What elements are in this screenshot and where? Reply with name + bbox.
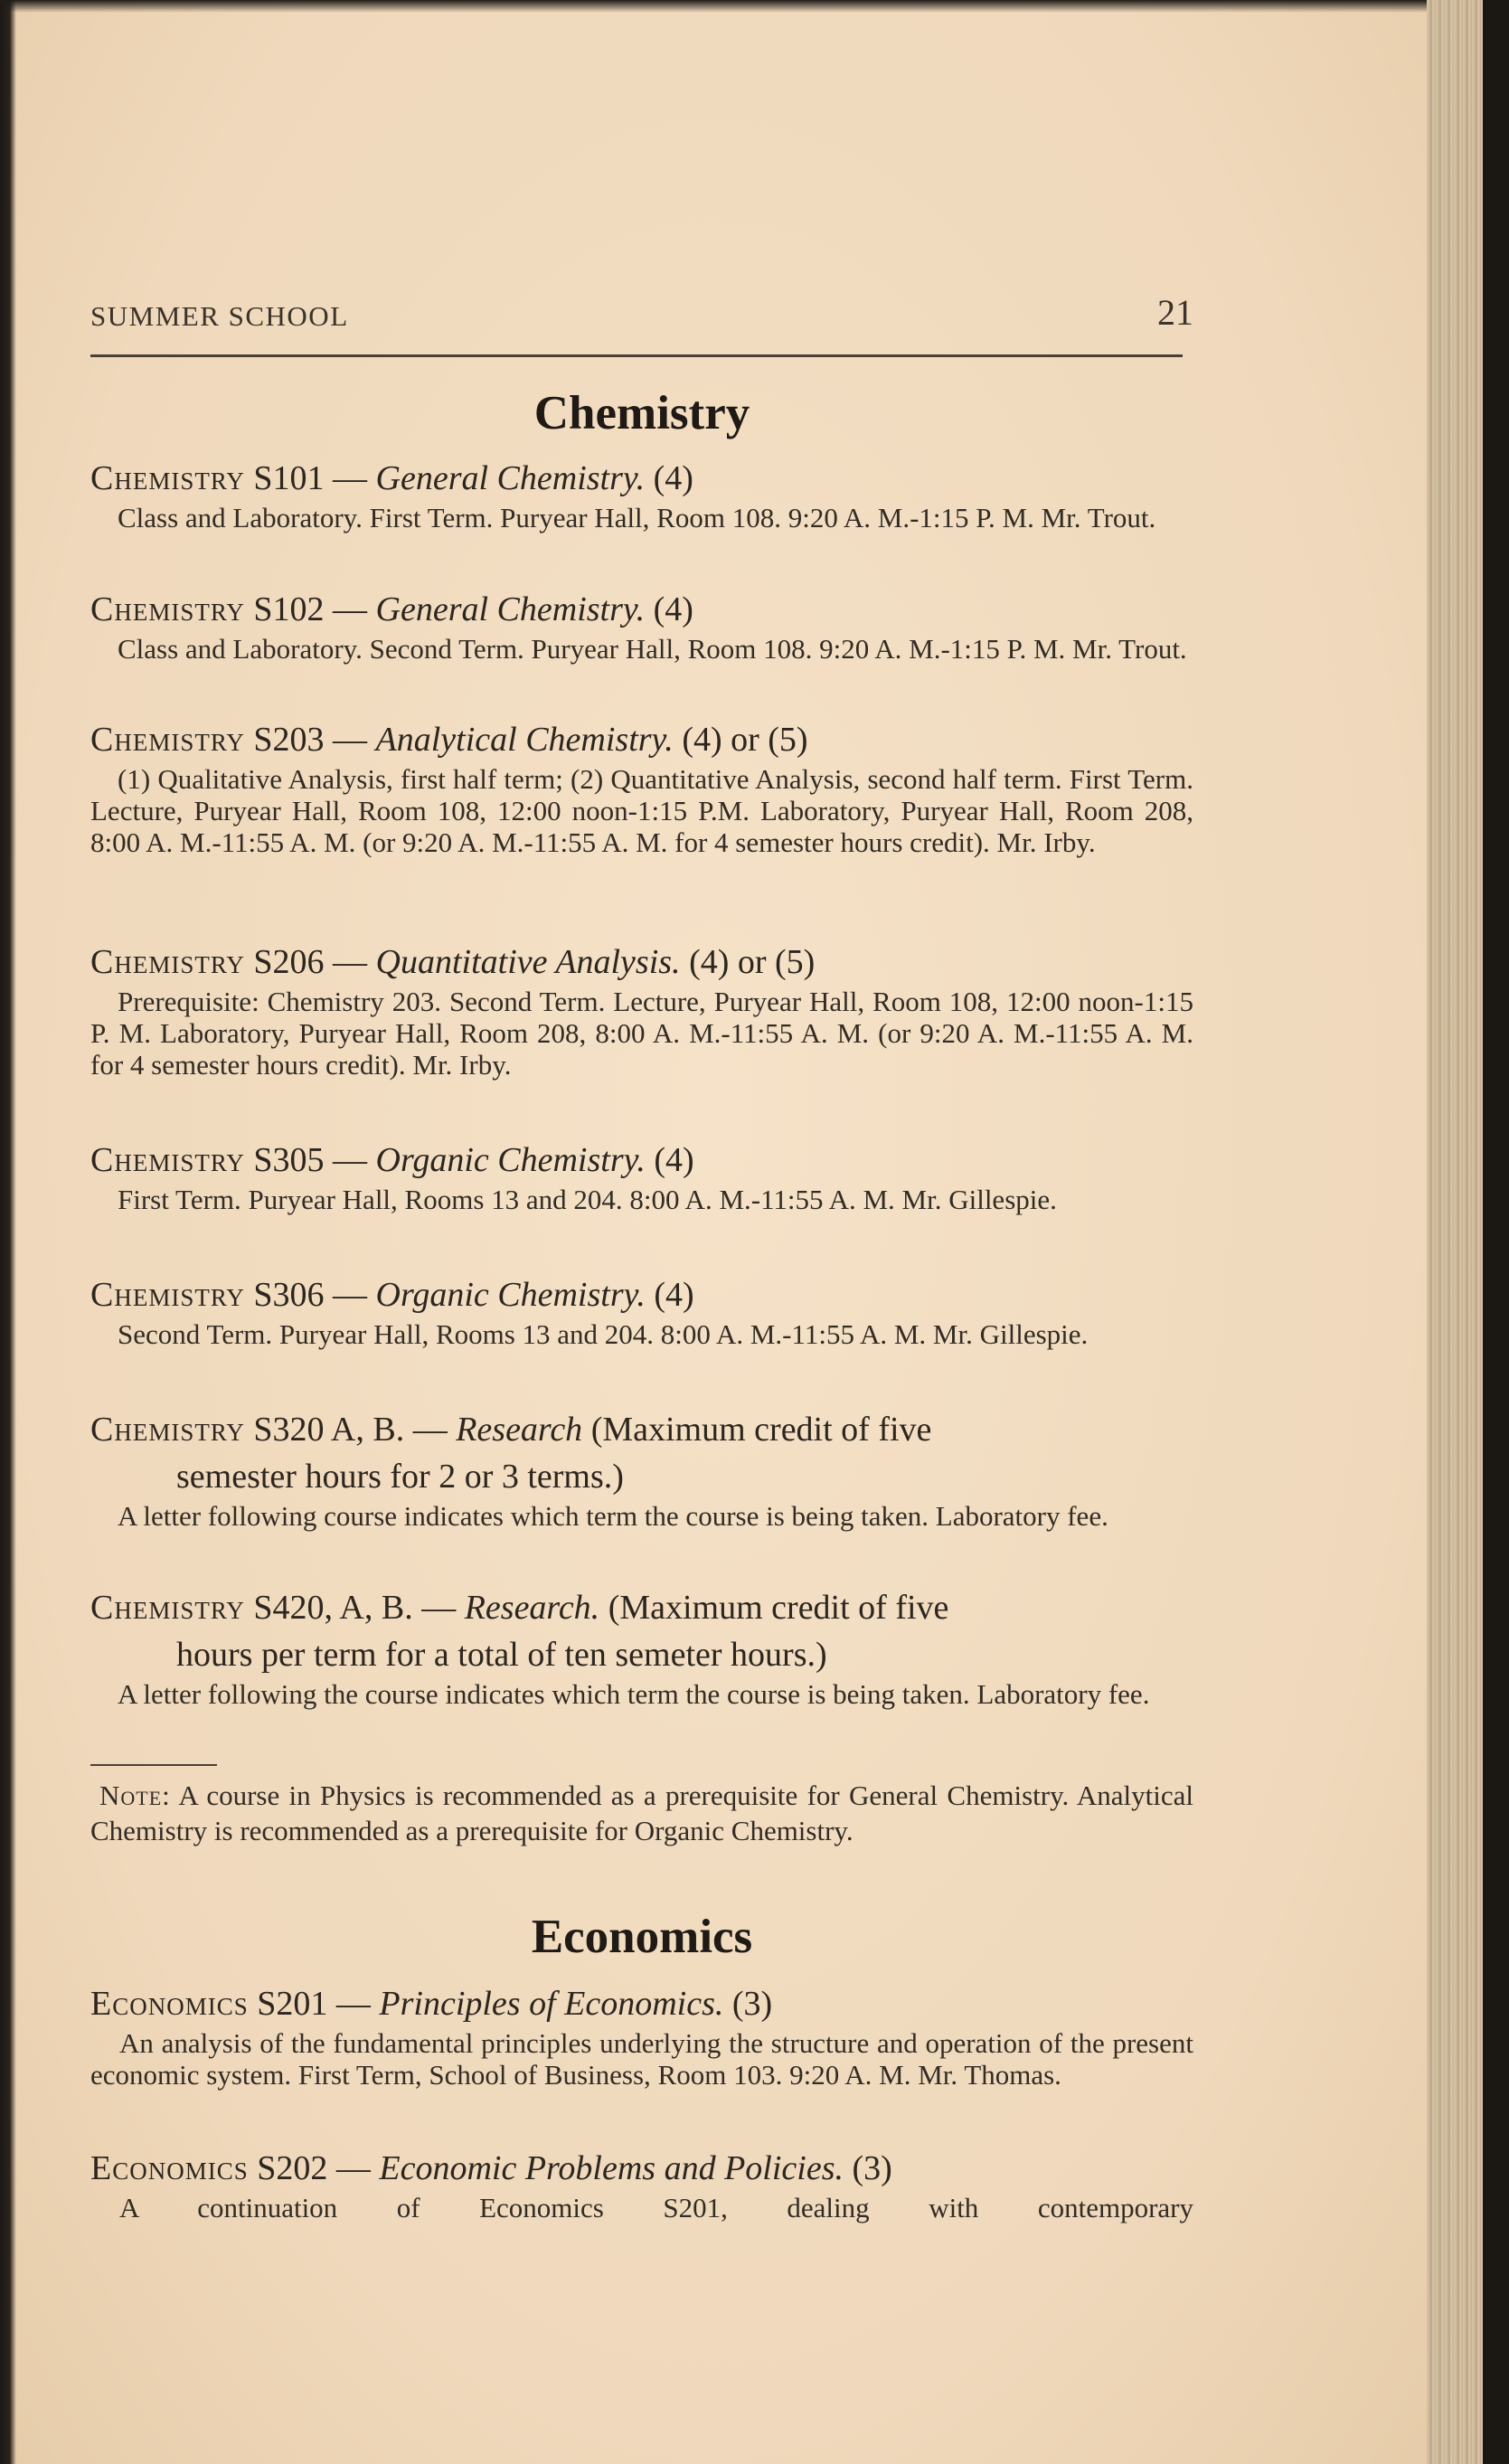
course-entry bbox=[90, 1584, 1193, 1710]
course-description: Class and Laboratory. First Term. Puryear Hall, Room 108. 9:20 A. M.-1:15 P. M. Mr. Trout. bbox=[118, 502, 1156, 533]
section-title-chemistry: Chemistry bbox=[533, 387, 750, 439]
course-title: Principles of Economics. bbox=[379, 1985, 724, 2023]
course-title: Organic Chemistry. bbox=[375, 1276, 646, 1314]
course-description: First Term. Puryear Hall, Rooms 13 and 204. 8:00 A. M.-11:55 A. M. Mr. Gillespie. bbox=[118, 1184, 1057, 1215]
note-text: A course in Physics is recommended as a prerequisite for General Chemistry. Analytical Chemistry is recommended as a prerequisite for Organic Chemistry. bbox=[90, 1780, 1193, 1846]
course-credit: (Maximum credit of five bbox=[608, 1589, 949, 1627]
dash: — bbox=[421, 1589, 457, 1627]
dash: — bbox=[333, 943, 368, 981]
course-entry bbox=[90, 1406, 1193, 1532]
course-title: Analytical Chemistry. bbox=[375, 721, 674, 759]
dash: — bbox=[333, 459, 368, 497]
course-description: Class and Laboratory. Second Term. Puryear Hall, Room 108. 9:20 A. M.-1:15 P. M. Mr. Trout. bbox=[118, 633, 1187, 665]
course-code: S101 bbox=[253, 459, 325, 497]
course-credit: (3) bbox=[731, 1985, 773, 2023]
course-dept: Chemistry bbox=[90, 1589, 245, 1627]
course-entry bbox=[90, 939, 1193, 1081]
course-heading bbox=[90, 1137, 1193, 1184]
course-code: S420, A, B. bbox=[253, 1589, 413, 1627]
course-heading bbox=[90, 586, 1193, 633]
book-edge bbox=[1483, 0, 1509, 2464]
header-rule bbox=[90, 354, 1183, 357]
course-credit-continued: hours per term for a total of ten semeter hours.) bbox=[176, 1636, 827, 1674]
course-code: S201 bbox=[257, 1985, 328, 2023]
course-credit: (4) or (5) bbox=[689, 943, 816, 981]
course-heading bbox=[90, 2145, 1193, 2192]
course-heading bbox=[90, 716, 1193, 763]
course-description: Prerequisite: Chemistry 203. Second Term. Lecture, Puryear Hall, Room 108, 12:00 noon-1:15 P. M. Laboratory, Puryear Hall, Room 208, 8:00 A. M.-11:55 A. M. (or 9:20 A. M.-11:55 A. M. for 4 semester hours credit). Mr. Irby. bbox=[90, 986, 1193, 1081]
dash: — bbox=[333, 1276, 368, 1314]
dash: — bbox=[333, 721, 368, 759]
course-heading bbox=[90, 1584, 1193, 1678]
course-credit: (4) or (5) bbox=[682, 721, 808, 759]
course-title: Organic Chemistry. bbox=[375, 1141, 646, 1179]
course-code: S305 bbox=[253, 1141, 325, 1179]
course-description: An analysis of the fundamental principles underlying the structure and operation of the present economic system. First Term, School of Business, Room 103. 9:20 A. M. Mr. Thomas. bbox=[90, 2027, 1193, 2091]
course-description: A letter following course indicates which term the course is being taken. Laboratory fee. bbox=[118, 1500, 1108, 1532]
course-entry bbox=[90, 586, 1193, 665]
course-title: General Chemistry. bbox=[375, 459, 646, 497]
running-head: SUMMER SCHOOL bbox=[90, 300, 349, 332]
course-dept: Chemistry bbox=[90, 459, 245, 497]
dash: — bbox=[335, 1985, 371, 2023]
dash: — bbox=[335, 2149, 371, 2187]
course-title: General Chemistry. bbox=[375, 590, 646, 628]
course-credit: (4) bbox=[653, 590, 693, 628]
course-title: Research. bbox=[464, 1589, 600, 1627]
course-title: Economic Problems and Policies. bbox=[379, 2149, 844, 2187]
course-credit-continued: semester hours for 2 or 3 terms.) bbox=[176, 1458, 624, 1496]
course-dept: Chemistry bbox=[90, 1141, 245, 1179]
course-description: (1) Qualitative Analysis, first half term; (2) Quantitative Analysis, second half term. First Term. Lecture, Puryear Hall, Room 108, 12:00 noon-1:15 P.M. Laboratory, Puryear Hall, Room 208, 8:00 A. M.-11:55 A. M. (or 9:20 A. M.-11:55 A. M. for 4 semester hours credit). Mr. Irby. bbox=[90, 763, 1193, 858]
course-description: Second Term. Puryear Hall, Rooms 13 and 204. 8:00 A. M.-11:55 A. M. Mr. Gillespie. bbox=[118, 1318, 1089, 1350]
course-title: Quantitative Analysis. bbox=[375, 943, 681, 981]
note-rule bbox=[90, 1764, 217, 1766]
page-number: 21 bbox=[1157, 292, 1193, 333]
course-entry bbox=[90, 2145, 1193, 2223]
course-heading bbox=[90, 1980, 1193, 2027]
course-heading bbox=[90, 455, 1193, 502]
course-code: S206 bbox=[253, 943, 325, 981]
chemistry-note bbox=[90, 1778, 1193, 1848]
course-heading bbox=[90, 939, 1193, 986]
dash: — bbox=[412, 1411, 448, 1449]
course-heading bbox=[90, 1406, 1193, 1500]
course-dept: Economics bbox=[90, 1985, 249, 2023]
course-heading bbox=[90, 1271, 1193, 1318]
page-header bbox=[90, 291, 1193, 336]
course-dept: Chemistry bbox=[90, 1411, 245, 1449]
course-entry bbox=[90, 716, 1193, 858]
course-dept: Chemistry bbox=[90, 590, 245, 628]
course-title: Research bbox=[456, 1411, 583, 1449]
course-dept: Economics bbox=[90, 2149, 249, 2187]
course-credit: (3) bbox=[852, 2149, 892, 2187]
course-code: S306 bbox=[253, 1276, 325, 1314]
course-entry bbox=[90, 1137, 1193, 1215]
dash: — bbox=[333, 590, 368, 628]
dash: — bbox=[333, 1141, 368, 1179]
course-dept: Chemistry bbox=[90, 721, 245, 759]
course-code: S203 bbox=[253, 721, 325, 759]
course-entry bbox=[90, 1271, 1193, 1350]
course-code: S320 A, B. bbox=[253, 1411, 405, 1449]
course-description: A letter following the course indicates which term the course is being taken. Laboratory fee. bbox=[118, 1678, 1150, 1710]
section-title-economics: Economics bbox=[531, 1911, 753, 1963]
course-credit: (Maximum credit of five bbox=[590, 1411, 932, 1449]
course-credit: (4) bbox=[654, 1141, 694, 1179]
course-entry bbox=[90, 1980, 1193, 2091]
course-dept: Chemistry bbox=[90, 943, 245, 981]
course-credit: (4) bbox=[653, 459, 693, 497]
course-code: S202 bbox=[257, 2149, 328, 2187]
course-dept: Chemistry bbox=[90, 1276, 245, 1314]
course-entry bbox=[90, 455, 1193, 533]
course-code: S102 bbox=[253, 590, 325, 628]
note-label: Note: bbox=[99, 1780, 171, 1811]
course-credit: (4) bbox=[654, 1276, 694, 1314]
course-description: A continuation of Economics S201, dealing with contemporary bbox=[119, 2192, 1193, 2223]
